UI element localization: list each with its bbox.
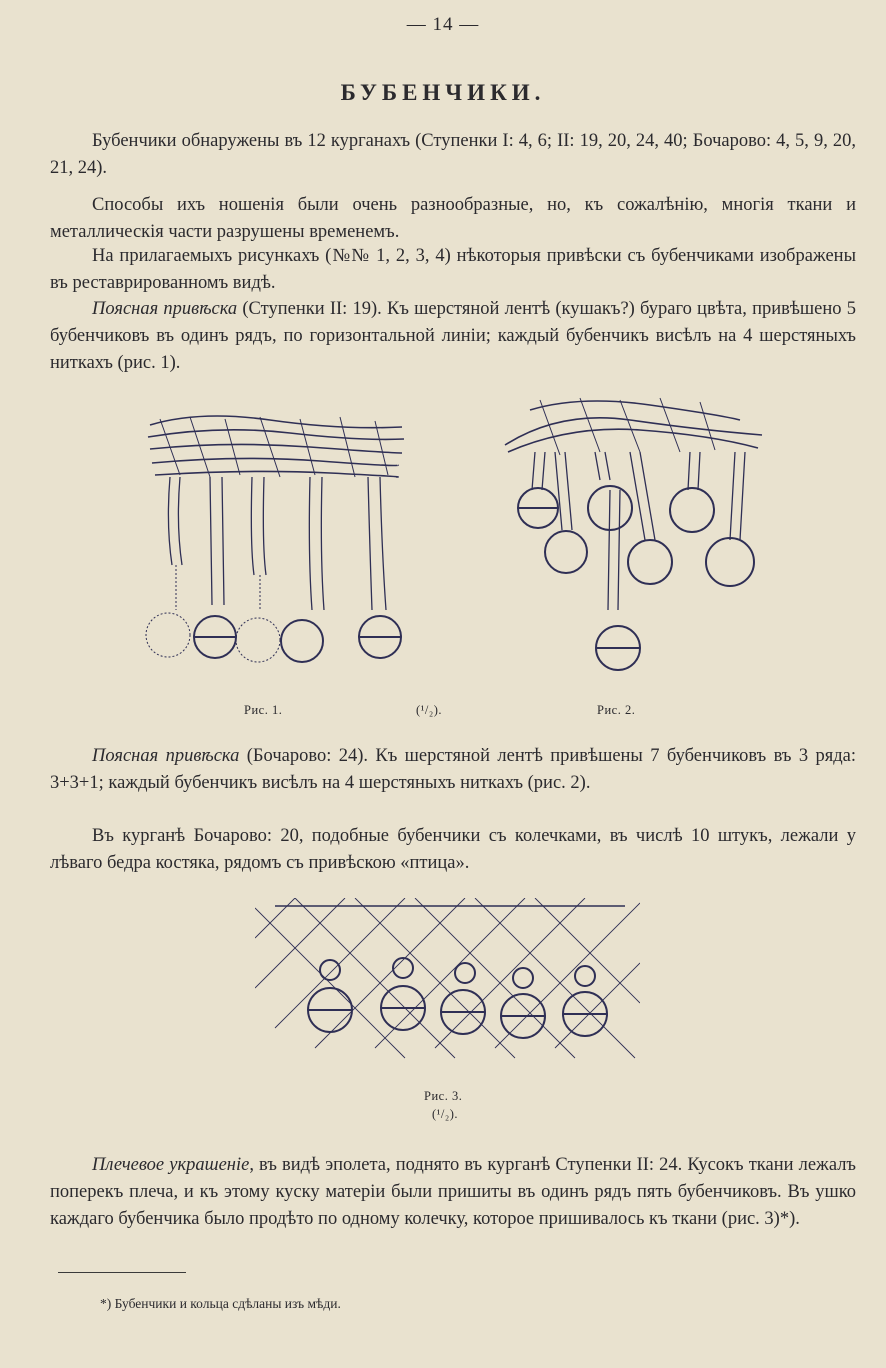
paragraph-4-lead: Поясная привѣска — [92, 299, 238, 319]
paragraph-4-text: (Ступенки II: 19). Къ шерстяной лентѣ (кушакъ?) бураго цвѣта, привѣшено 5 бубенчиковъ въ одинъ рядъ, по горизонтальной линіи; каждый бубенчикъ висѣлъ на 4 шерстяныхъ ниткахъ (рис. 1). — [50, 299, 856, 373]
paragraph-4 — [50, 296, 856, 377]
page-number: — 14 — — [406, 14, 480, 35]
paragraph-2 — [50, 192, 856, 246]
paragraph-1-text: Бубенчики обнаружены въ 12 курганахъ (Ступенки I: 4, 6; II: 19, 20, 24, 40; Бочарово: 4, 5, 9, 20, 21, 24). — [50, 131, 856, 178]
footnote: *) Бубенчики и кольца сдѣланы изъ мѣди. — [100, 1296, 341, 1311]
paragraph-7-lead: Плечевое украшеніе — [92, 1155, 250, 1175]
paragraph-2-text: Способы ихъ ношенія были очень разнообразные, но, къ сожалѣнію, многія ткани и металлическія части разрушены временемъ. — [50, 195, 856, 242]
paragraph-5-lead: Поясная привѣска — [92, 746, 240, 766]
figure-3-scale: (¹/₂). — [432, 1107, 459, 1121]
figure-scale-label: (¹/₂). — [416, 703, 443, 717]
figure-1-drawing — [140, 405, 410, 675]
figure-2-drawing — [500, 390, 770, 685]
figure-3-drawing — [255, 898, 640, 1068]
paragraph-1 — [50, 128, 856, 182]
paragraph-6 — [50, 823, 856, 877]
figure-3-caption: Рис. 3. — [424, 1089, 463, 1103]
paragraph-3 — [50, 243, 856, 297]
paragraph-7 — [50, 1152, 856, 1233]
paragraph-3-text: На прилагаемыхъ рисункахъ (№№ 1, 2, 3, 4) нѣкоторыя привѣски съ бубенчиками изображены въ реставрированномъ видѣ. — [50, 246, 856, 293]
paragraph-5 — [50, 743, 856, 797]
figure-2-caption: Рис. 2. — [597, 703, 636, 717]
section-title: БУБЕНЧИКИ. — [340, 80, 546, 105]
footnote-rule — [58, 1272, 186, 1273]
paragraph-7-text: , въ видѣ эполета, поднято въ курганѣ Ступенки II: 24. Кусокъ ткани лежалъ поперекъ плеча, и къ этому куску матеріи были пришиты въ одинъ рядъ пять бубенчиковъ. Въ ушко каждаго бубенчика было продѣто по одному колечку, которое пришивалось къ ткани (рис. 3)*). — [50, 1155, 856, 1229]
figure-1-caption: Рис. 1. — [244, 703, 283, 717]
paragraph-6-text: Въ курганѣ Бочарово: 20, подобные бубенчики съ колечками, въ числѣ 10 штукъ, лежали у лѣваго бедра костяка, рядомъ съ привѣскою «птица». — [50, 826, 856, 873]
paragraph-5-text: (Бочарово: 24). Къ шерстяной лентѣ привѣшены 7 бубенчиковъ въ 3 ряда: 3+3+1; каждый бубенчикъ висѣлъ на 4 шерстяныхъ ниткахъ (рис. 2). — [50, 746, 856, 793]
